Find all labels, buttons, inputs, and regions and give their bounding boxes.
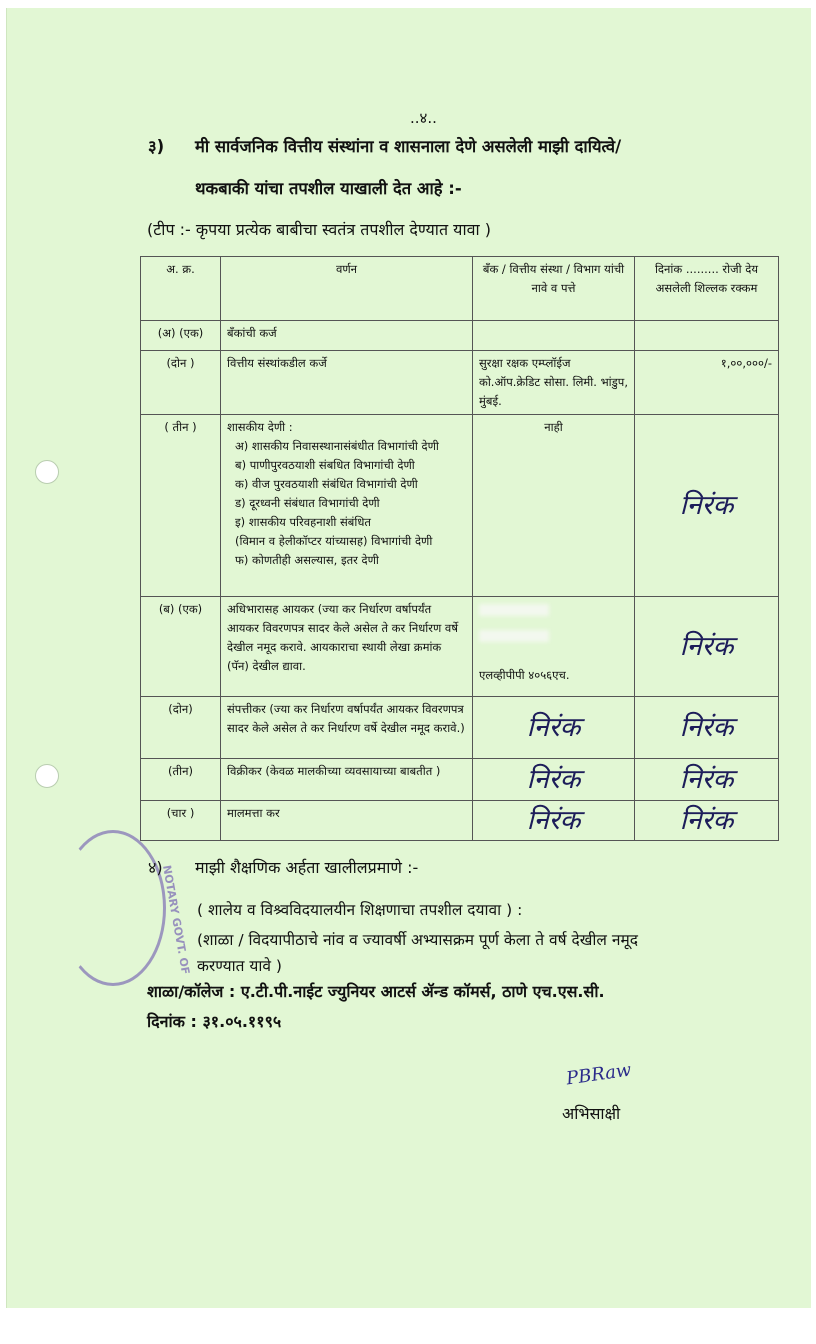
attestation-label: अभिसाक्षी	[562, 1104, 621, 1123]
row-index: (ब) (एक)	[141, 597, 221, 697]
row-amount	[635, 321, 779, 351]
section-4-heading: माझी शैक्षणिक अर्हता खालीलप्रमाणे :-	[195, 858, 419, 877]
row-amount	[635, 597, 779, 697]
school-name: शाळा/कॉलेज : ए.टी.पी.नाईट ज्युनियर आटर्स ॲन्ड कॉमर्स, ठाणे एच.एस.सी.	[147, 982, 605, 1001]
row-index: ( तीन )	[141, 415, 221, 597]
liabilities-table	[140, 256, 779, 841]
table-row	[141, 415, 779, 597]
row-description: बँकांची कर्ज	[221, 321, 473, 351]
table-row	[141, 697, 779, 759]
description-item: अ) शासकीय निवासस्थानासंबंधीत विभागांची देणी	[235, 439, 439, 453]
row-description: अधिभारासह आयकर (ज्या कर निर्धारण वर्षापर्यंत आयकर विवरणपत्र सादर केले असेल ते कर निर्धारण वर्षे देखील नमूद करावे. आयकाराचा स्थायी लेखा क्रमांक (पॅन) देखील द्यावा.	[221, 597, 473, 697]
table-header-row	[141, 257, 779, 321]
description-item: ड) दूरध्वनी संबंधात विभागांची देणी	[235, 496, 380, 510]
row-amount	[635, 801, 779, 841]
row-description: वित्तीय संस्थांकडील कर्जे	[221, 351, 473, 415]
row-amount	[635, 759, 779, 801]
handwritten-nil: निरंक	[526, 763, 581, 795]
punch-hole	[35, 460, 59, 484]
header-amount: दिनांक ......... रोजी देय असलेली शिल्लक रक्कम	[635, 257, 779, 321]
table-row	[141, 759, 779, 801]
description-item: इ) शासकीय परिवहनाशी संबंधित	[235, 515, 371, 529]
completion-date: दिनांक : ३१.०५.११९५	[147, 1012, 282, 1031]
description-item: क) वीज पुरवठयाशी संबंधित विभागांची देणी	[235, 477, 418, 491]
redacted-text	[479, 604, 549, 616]
row-index: (अ) (एक)	[141, 321, 221, 351]
section-3-number: ३)	[148, 137, 165, 156]
row-bank: नाही	[473, 415, 635, 597]
table-row	[141, 801, 779, 841]
header-index: अ. क्र.	[141, 257, 221, 321]
row-description	[221, 415, 473, 597]
section-4-instruction: ( शालेय व विश्र्वविदयालयीन शिक्षणाचा तपशील दयावा ) :	[197, 901, 523, 919]
row-bank	[473, 321, 635, 351]
section-4-instruction: (शाळा / विदयापीठाचे नांव व ज्यावर्षी अभ्यासक्रम पूर्ण केला ते वर्ष देखील नमूद	[197, 931, 638, 949]
row-description: विक्रीकर (केवळ मालकीच्या व्यवसायाच्या बाबतीत )	[221, 759, 473, 801]
description-title: शासकीय देणी :	[227, 420, 293, 434]
section-4-number: ४)	[148, 858, 163, 877]
handwritten-nil: निरंक	[526, 711, 581, 743]
row-index: (तीन)	[141, 759, 221, 801]
table-row	[141, 321, 779, 351]
handwritten-nil: निरंक	[679, 630, 734, 662]
row-amount	[635, 415, 779, 597]
row-bank	[473, 759, 635, 801]
pan-number: एलव्हीपीपी ४०५६एच.	[479, 668, 570, 682]
row-description: संपत्तीकर (ज्या कर निर्धारण वर्षापर्यंत आयकर विवरणपत्र सादर केले असेल ते कर निर्धारण वर्षे देखील नमूद करावे.)	[221, 697, 473, 759]
header-bank: बँक / वित्तीय संस्था / विभाग यांची नावे व पत्ते	[473, 257, 635, 321]
header-description: वर्णन	[221, 257, 473, 321]
redacted-text	[479, 630, 549, 642]
row-description: मालमत्ता कर	[221, 801, 473, 841]
attestation-signature: PBRaw	[564, 1059, 633, 1090]
description-item: ब) पाणीपुरवठयाशी संबधित विभागांची देणी	[235, 458, 415, 472]
handwritten-nil: निरंक	[679, 711, 734, 743]
description-item: फ) कोणतीही असल्यास, इतर देणी	[235, 553, 379, 567]
row-amount: १,००,०००/-	[635, 351, 779, 415]
row-bank	[473, 801, 635, 841]
row-index: (दोन )	[141, 351, 221, 415]
punch-hole	[35, 764, 59, 788]
section-3-heading-line2: थकबाकी यांचा तपशील याखाली देत आहे :-	[195, 179, 462, 198]
row-bank: सुरक्षा रक्षक एम्प्लॉईज को.ऑप.क्रेडिट सोसा. लिमी. भांडुप, मुंबई.	[473, 351, 635, 415]
row-amount	[635, 697, 779, 759]
handwritten-nil: निरंक	[679, 804, 734, 836]
handwritten-nil: निरंक	[526, 804, 581, 836]
section-3-note: (टीप :- कृपया प्रत्येक बाबीचा स्वतंत्र तपशील देण्यात यावा )	[147, 220, 491, 239]
section-3-heading-line1: मी सार्वजनिक वित्तीय संस्थांना व शासनाला देणे असलेली माझी दायित्वे/	[195, 137, 622, 156]
table-row	[141, 597, 779, 697]
handwritten-nil: निरंक	[679, 489, 734, 521]
description-item: (विमान व हेलीकॉप्टर यांच्यासह) विभागांची देणी	[235, 534, 433, 548]
notary-stamp-text: NOTARY GOVT. OF	[160, 864, 193, 976]
row-index: (दोन)	[141, 697, 221, 759]
row-index: (चार )	[141, 801, 221, 841]
handwritten-nil: निरंक	[679, 763, 734, 795]
row-bank	[473, 597, 635, 697]
row-bank	[473, 697, 635, 759]
page-number: ..४..	[410, 109, 437, 127]
section-4-instruction: करण्यात यावे )	[197, 957, 282, 975]
table-row	[141, 351, 779, 415]
